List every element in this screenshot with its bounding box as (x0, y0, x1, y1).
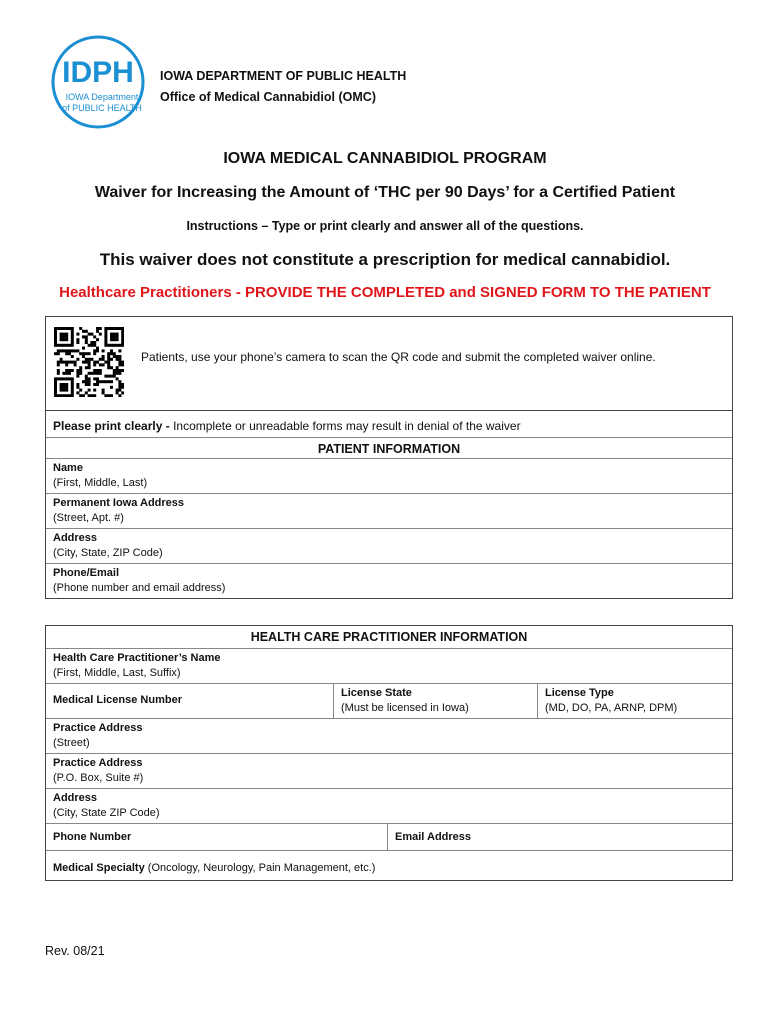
qr-instructions: Patients, use your phone’s camera to scan the QR code and submit the completed waiver online. (141, 350, 656, 364)
practitioner-section-title: HEALTH CARE PRACTITIONER INFORMATION (250, 630, 528, 644)
waiver-title: Waiver for Increasing the Amount of ‘THC per 90 Days’ for a Certified Patient (94, 184, 676, 201)
patient-section-title: PATIENT INFORMATION (46, 437, 732, 458)
print-notice-text: Incomplete or unreadable forms may result in denial of the waiver (173, 419, 521, 433)
field-label: Practice Address (53, 757, 143, 769)
office-name: Office of Medical Cannabidiol (OMC) (160, 90, 376, 104)
print-notice-bold: Please print clearly - (53, 419, 174, 433)
practice-city-field[interactable] (46, 788, 732, 823)
field-label: Medical License Number (53, 694, 182, 706)
medical-specialty-field[interactable] (46, 850, 732, 880)
field-hint: (City, State ZIP Code) (53, 807, 160, 819)
patient-city-field[interactable] (46, 528, 732, 563)
field-label: Practice Address (53, 722, 143, 734)
field-hint: (Street, Apt. #) (53, 512, 124, 524)
field-hint: (First, Middle, Last, Suffix) (53, 667, 181, 679)
license-state-field[interactable] (333, 684, 537, 718)
field-hint: (MD, DO, PA, ARNP, DPM) (545, 702, 678, 714)
field-label: Permanent Iowa Address (53, 497, 185, 509)
field-label: Name (53, 462, 83, 474)
field-label: License State (341, 687, 412, 699)
field-label: Address (53, 532, 98, 544)
field-hint: (P.O. Box, Suite #) (53, 772, 144, 784)
qr-section (45, 316, 733, 411)
practitioner-table (45, 625, 733, 881)
practitioner-notice: Healthcare Practitioners - PROVIDE THE COMPLETED and SIGNED FORM TO THE PATIENT (59, 284, 711, 301)
field-label: Address (53, 792, 98, 804)
field-label: Email Address (395, 831, 472, 843)
license-number-field[interactable] (46, 684, 333, 718)
field-hint: (City, State, ZIP Code) (53, 547, 163, 559)
phone-number-field[interactable] (46, 824, 387, 850)
logo-sub2: of PUBLIC HEALTH (62, 103, 142, 113)
field-label: License Type (545, 687, 614, 699)
field-hint: (Street) (53, 737, 90, 749)
logo-sub1: IOWA Department (65, 92, 139, 102)
field-label: Health Care Practitioner’s Name (53, 652, 221, 664)
practice-address2-field[interactable] (46, 753, 732, 788)
agency-name: IOWA DEPARTMENT OF PUBLIC HEALTH (160, 69, 407, 83)
field-label: Phone Number (53, 831, 132, 843)
logo-text: IDPH (62, 56, 134, 89)
program-title: IOWA MEDICAL CANNABIDIOL PROGRAM (223, 150, 547, 167)
revision-date: Rev. 08/21 (45, 944, 105, 958)
field-hint: (First, Middle, Last) (53, 477, 148, 489)
license-type-field[interactable] (537, 684, 730, 718)
qr-code-icon[interactable] (54, 327, 124, 397)
field-hint: (Oncology, Neurology, Pain Management, etc.) (144, 862, 376, 874)
patient-address-field[interactable] (46, 493, 732, 528)
contact-row (46, 823, 732, 850)
practice-address-field[interactable] (46, 718, 732, 753)
license-row (46, 683, 732, 718)
instructions: Instructions – Type or print clearly and answer all of the questions. (186, 219, 584, 233)
field-hint: (Must be licensed in Iowa) (341, 702, 469, 714)
field-label: Phone/Email (53, 567, 120, 579)
agency-block (160, 66, 406, 108)
field-label: Medical Specialty (53, 862, 145, 874)
disclaimer: This waiver does not constitute a prescription for medical cannabidiol. (99, 250, 671, 269)
print-notice (46, 411, 732, 437)
field-hint: (Phone number and email address) (53, 582, 226, 594)
idph-logo (50, 34, 146, 130)
email-address-field[interactable] (387, 824, 730, 850)
patient-table (45, 410, 733, 599)
patient-contact-field[interactable] (46, 563, 732, 598)
practitioner-name-field[interactable] (46, 648, 732, 683)
patient-name-field[interactable] (46, 458, 732, 493)
